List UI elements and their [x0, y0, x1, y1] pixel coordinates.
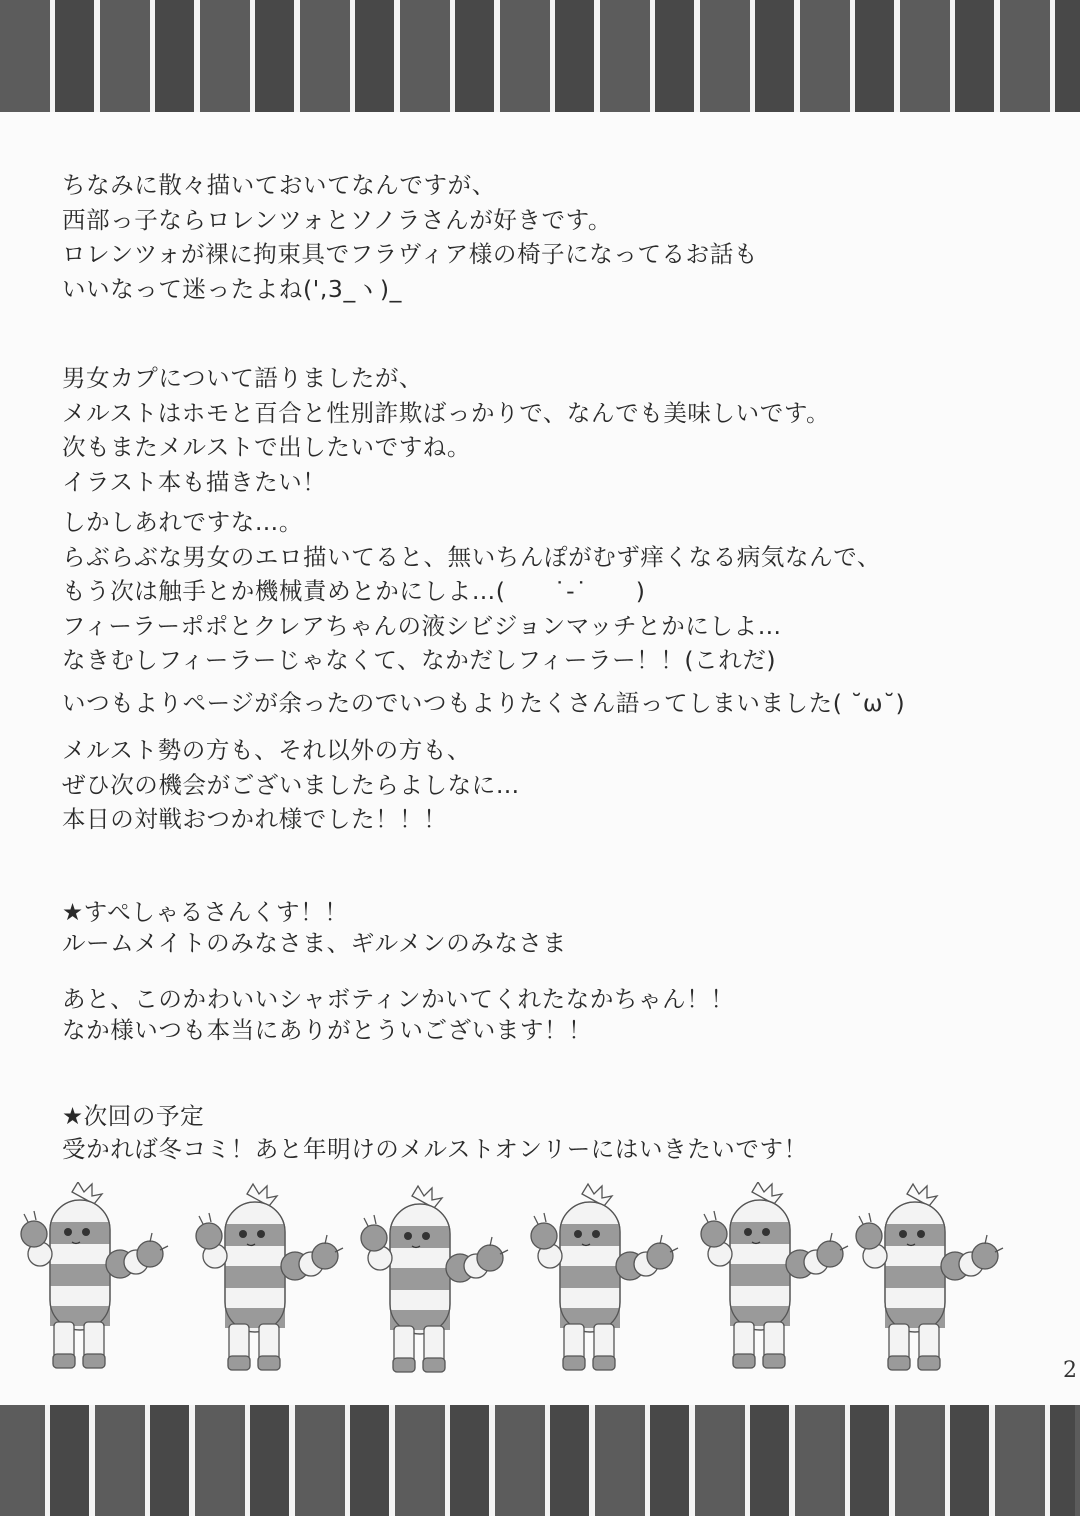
special-thanks: [62, 897, 567, 959]
cactus-mascot: [361, 1186, 508, 1372]
page-number: 2: [1063, 1358, 1077, 1383]
text-line: 男女カプについて語りましたが、: [62, 364, 424, 392]
cactus-mascot-illustrations: [20, 1182, 1020, 1382]
decorative-stripe-band-top: [0, 0, 1080, 112]
paragraph-2: [62, 361, 830, 499]
text-line: 西部っ子ならロレンツォとソノラさんが好きです。: [62, 205, 612, 234]
text-line: なきむしフィーラーじゃなくて、なかだしフィーラー！！(これだ): [62, 646, 777, 674]
section-heading: ★すぺしゃるさんくす！！: [62, 898, 349, 926]
paragraph-5: [62, 733, 520, 837]
text-line: フィーラーポポとクレアちゃんの液シビジョンマッチとかにしよ…: [62, 611, 782, 640]
paragraph-1: [62, 168, 758, 306]
text-line: らぶらぶな男女のエロ描いてると、無いちんぽがむず痒くなる病気なんで、: [62, 542, 881, 571]
cactus-mascot: [21, 1182, 168, 1368]
cactus-mascot: [856, 1184, 1003, 1370]
text-line: メルスト勢の方も、それ以外の方も、: [62, 736, 471, 764]
paragraph-4: [62, 686, 905, 721]
text-line: しかしあれですな…。: [62, 508, 303, 536]
next-schedule: [62, 1100, 808, 1166]
text-line: ルームメイトのみなさま、ギルメンのみなさま: [62, 929, 567, 957]
text-line: いつもよりページが余ったのでいつもよりたくさん語ってしまいました( ˘ω˘): [62, 689, 906, 717]
text-line: 次もまたメルストで出したいですね。: [62, 433, 471, 461]
text-line: 本日の対戦おつかれ様でした！！！: [62, 805, 448, 833]
text-line: もう次は触手とか機械責めとかにしよ…( ˙-˙ ): [62, 577, 646, 605]
text-line: ぜひ次の機会がございましたらよしなに…: [62, 770, 520, 799]
cactus-mascot: [701, 1182, 848, 1368]
text-line: ロレンツォが裸に拘束具でフラヴィア様の椅子になってるお話も: [62, 240, 758, 268]
text-line: あと、このかわいいシャボティンかいてくれたなかちゃん！！: [62, 985, 735, 1013]
cactus-mascot: [196, 1184, 343, 1370]
section-heading: ★次回の予定: [62, 1102, 205, 1130]
text-line: ちなみに散々描いておいてなんですが、: [62, 171, 496, 199]
decorative-stripe-band-bottom: [0, 1405, 1080, 1516]
cactus-mascot: [531, 1184, 678, 1370]
text-line: なか様いつも本当にありがとういございます！！: [62, 1016, 593, 1044]
paragraph-3: [62, 505, 881, 678]
paragraph-thanks: [62, 984, 734, 1046]
text-line: イラスト本も描きたい！: [62, 467, 327, 496]
text-line: メルストはホモと百合と性別詐欺ばっかりで、なんでも美味しいです。: [62, 398, 831, 427]
text-line: いいなって迷ったよね(',3_ヽ)_: [62, 274, 403, 303]
text-line: 受かれば冬コミ！あと年明けのメルストオンリーにはいきたいです！: [62, 1135, 808, 1163]
